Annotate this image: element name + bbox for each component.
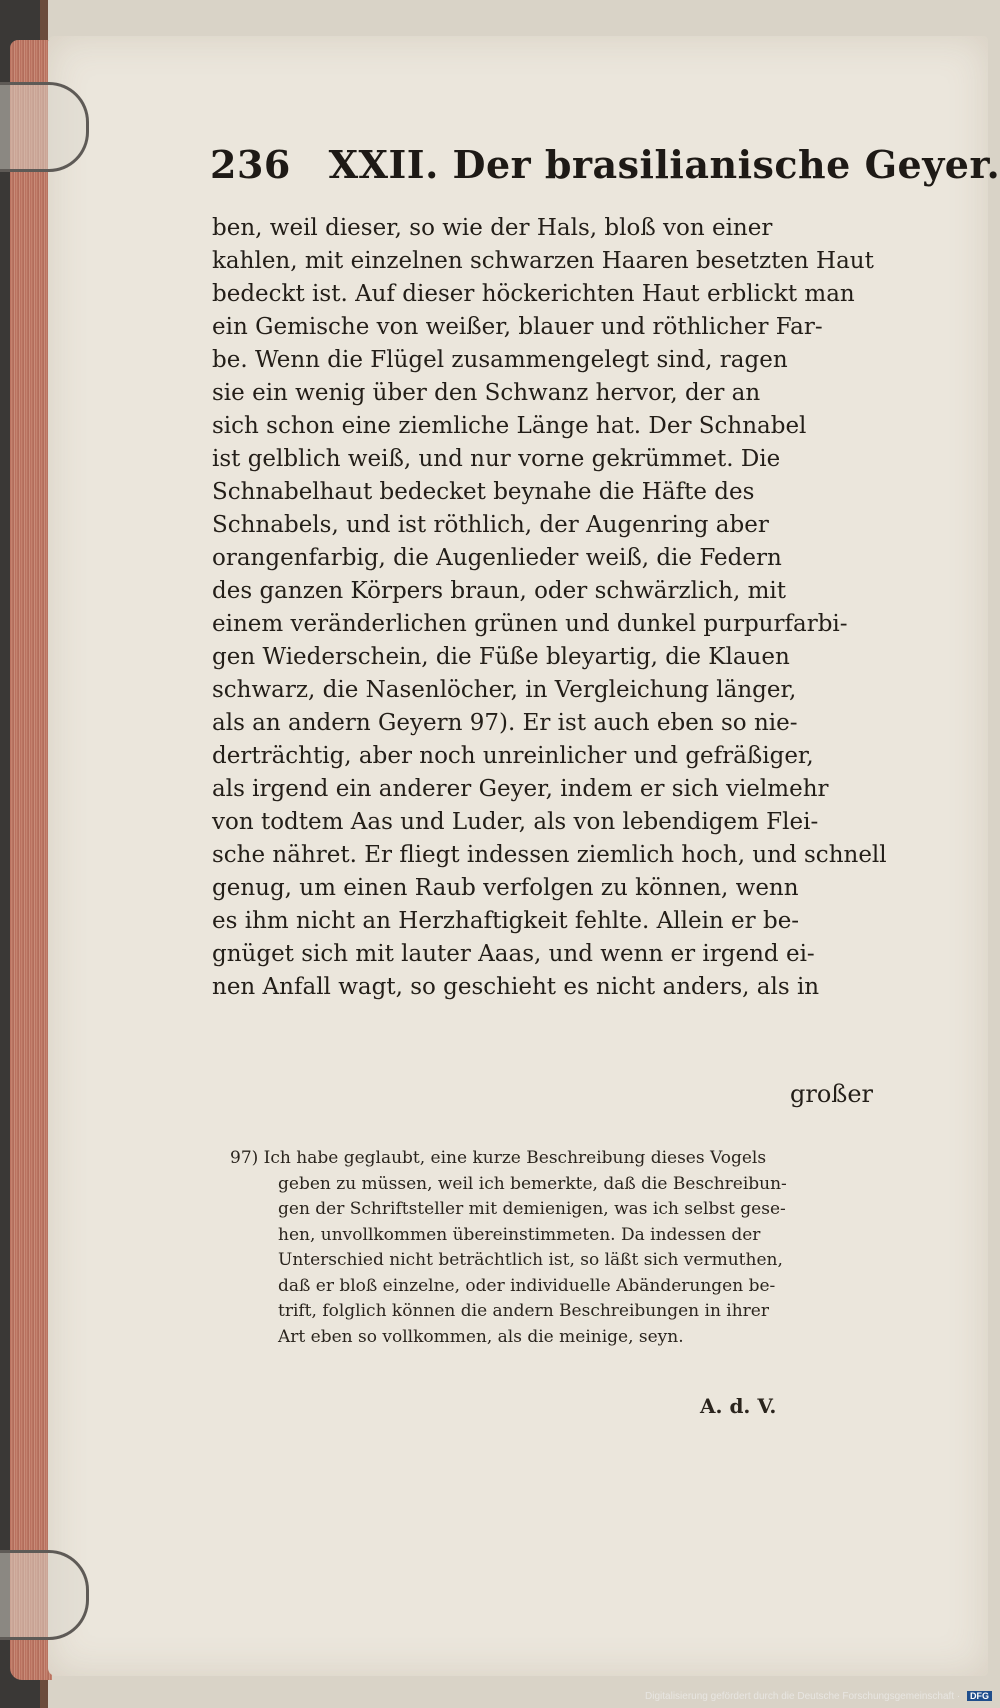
text-line: nen Anfall wagt, so geschieht es nicht anders, als in: [212, 974, 820, 1000]
text-line: gnüget sich mit lauter Aaas, und wenn er irgend ei-: [212, 941, 815, 967]
footnote-line: geben zu müssen, weil ich bemerkte, daß die Beschreibun-: [278, 1173, 787, 1194]
page-number: 236: [210, 142, 291, 187]
text-line: Schnabels, und ist röthlich, der Augenring aber: [212, 512, 769, 538]
text-line: Schnabelhaut bedecket beynahe die Häfte des: [212, 479, 755, 505]
text-line: als an andern Geyern 97). Er ist auch eben so nie-: [212, 710, 798, 736]
footnote-line: trift, folglich können die andern Beschreibungen in ihrer: [278, 1301, 769, 1321]
text-line: es ihm nicht an Herzhaftigkeit fehlte. Allein er be-: [212, 908, 800, 934]
text-line: bedeckt ist. Auf dieser höckerichten Haut erblickt man: [212, 281, 855, 307]
text-line: sie ein wenig über den Schwanz hervor, der an: [212, 380, 761, 406]
footnote-line: gen der Schriftsteller mit demienigen, was ich selbst gese-: [278, 1199, 786, 1219]
text-line: sich schon eine ziemliche Länge hat. Der Schnabel: [212, 413, 807, 439]
catchword: großer: [790, 1080, 873, 1108]
clip-bottom-icon: [0, 1550, 89, 1640]
text-line: genug, um einen Raub verfolgen zu können, wenn: [212, 875, 799, 901]
footnote-line: Art eben so vollkommen, als die meinige, seyn.: [278, 1326, 684, 1347]
text-line: des ganzen Körpers braun, oder schwärzlich, mit: [212, 578, 787, 604]
text-line: derträchtig, aber noch unreinlicher und gefräßiger,: [212, 743, 814, 769]
text-line: ein Gemische von weißer, blauer und röthlicher Far-: [212, 314, 823, 340]
text-line: gen Wiederschein, die Füße bleyartig, die Klauen: [212, 644, 790, 670]
text-line: kahlen, mit einzelnen schwarzen Haaren besetzten Haut: [212, 248, 874, 274]
footnote-line: hen, unvollkommen übereinstimmeten. Da indessen der: [278, 1224, 761, 1245]
footnote-marker: 97): [230, 1148, 259, 1168]
footnote-line: Unterschied nicht beträchtlich ist, so läßt sich vermuthen,: [278, 1250, 783, 1270]
text-line: ist gelblich weiß, und nur vorne gekrümmet. Die: [212, 446, 781, 472]
text-line: schwarz, die Nasenlöcher, in Vergleichung länger,: [212, 677, 797, 703]
text-line: von todtem Aas und Luder, als von lebendigem Flei-: [212, 809, 819, 835]
footnote-line: daß er bloß einzelne, oder individuelle Abänderungen be-: [278, 1275, 776, 1296]
footnote-line: Ich habe geglaubt, eine kurze Beschreibung dieses Vogels: [263, 1148, 767, 1168]
digitization-credit: [645, 1691, 992, 1702]
text-line: ben, weil dieser, so wie der Hals, bloß von einer: [212, 215, 773, 241]
text-line: orangenfarbig, die Augenlieder weiß, die Federn: [212, 545, 782, 571]
page-title: XXII. Der brasilianische Geyer.: [328, 142, 1000, 187]
text-line: sche nähret. Er fliegt indessen ziemlich hoch, und schnell: [212, 842, 887, 868]
footnote-signature: A. d. V.: [700, 1394, 777, 1418]
footnote: [230, 1146, 880, 1350]
page-header: [210, 142, 1000, 187]
credit-text: Digitalisierung gefördert durch die Deutsche Forschungsgemeinschaft ·: [645, 1691, 961, 1702]
clip-top-icon: [0, 82, 89, 172]
dfg-logo-icon: DFG: [967, 1691, 992, 1701]
page-edge-red: [10, 40, 52, 1680]
text-line: be. Wenn die Flügel zusammengelegt sind, ragen: [212, 347, 788, 373]
main-text: [212, 212, 887, 1004]
text-line: einem veränderlichen grünen und dunkel purpurfarbi-: [212, 611, 848, 637]
text-line: als irgend ein anderer Geyer, indem er sich vielmehr: [212, 776, 829, 802]
